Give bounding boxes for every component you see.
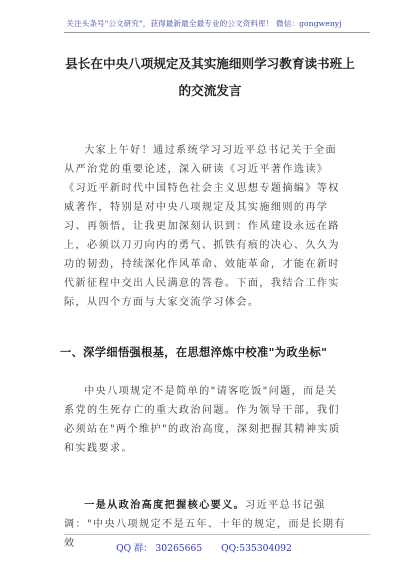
footer-qq: QQ:535304092	[221, 543, 292, 554]
footer	[0, 540, 408, 554]
section1-paragraph: 中央八项规定不是简单的"请客吃饭"问题，而是关系党的生死存亡的重大政治问题。作为领导干部，我们必须站在"两个维护"的政治高度，深刻把握其精神实质和实践要求。	[64, 386, 341, 454]
intro-paragraph: 大家上午好！通过系统学习习近平总书记关于全面从严治党的重要论述，深入研读《习近平著作选读》《习近平新时代中国特色社会主义思想专题摘编》等权威著作，特别是对中央八项规定及其实施细则的再学习、再领悟，让我更加深刻认识到：作风建设永远在路上，必须以刀刃向内的勇气、抓铁有痕的决心、久久为功的韧劲，持续深化作风革命、效能革命，才能在新时代新征程中交出人民满意的答卷。下面，我结合工作实际，从四个方面与大家交流学习体会。	[64, 145, 340, 308]
document-title: 县长在中央八项规定及其实施细则学习教育读书班上的交流发言	[65, 56, 355, 98]
header-divider	[64, 32, 370, 33]
point1-lead: 一是从政治高度把握核心要义。	[84, 500, 246, 511]
footer-qq-group: QQ 群： 30265665	[116, 543, 203, 554]
section-heading-1: 一、深学细悟强根基，在思想淬炼中校准"为政坐标"	[60, 345, 328, 359]
header-note: 关注头条号"公文研究"，获得最新最全最专业的公文资料库！ 微信：gongwenyj	[66, 19, 342, 28]
point1-text: 习近平总书记强调："中央八项规定不是五年、十年的规定，而是长期有效	[64, 500, 346, 549]
footer-divider	[64, 534, 370, 535]
